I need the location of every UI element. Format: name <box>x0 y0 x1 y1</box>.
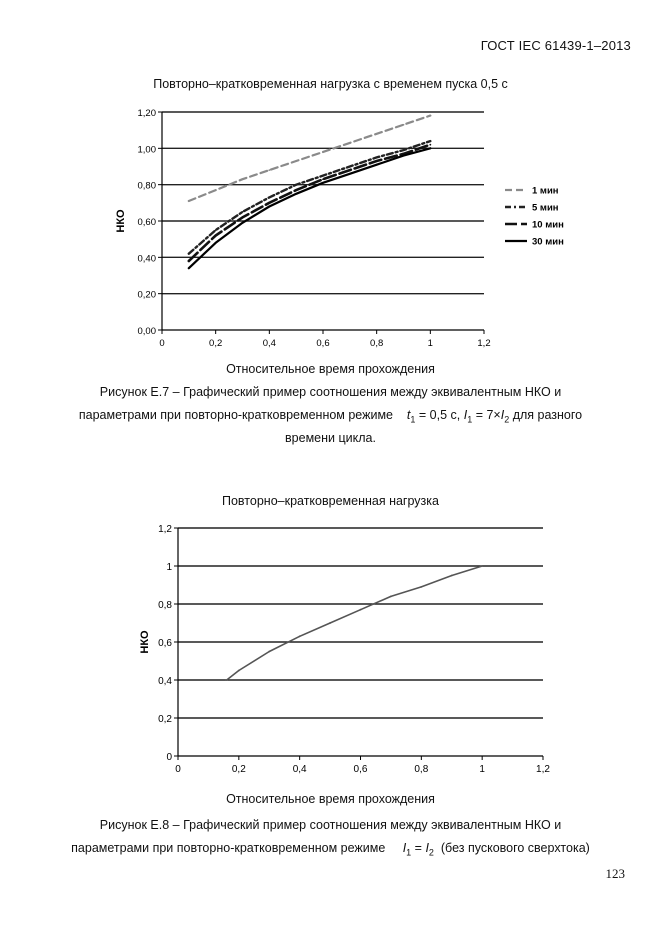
data-point <box>429 147 431 149</box>
data-point <box>481 565 483 567</box>
x-tick-label: 0,4 <box>292 764 307 775</box>
x-tick-label: 1,2 <box>536 764 550 775</box>
x-tick-label: 0,6 <box>316 338 330 349</box>
data-point <box>242 211 244 213</box>
y-tick-label: 0,00 <box>137 326 156 337</box>
data-point <box>268 651 270 653</box>
data-point <box>376 157 378 159</box>
y-tick-label: 0,20 <box>137 289 156 301</box>
document-id: ГОСТ IEC 61439-1–2013 <box>480 38 631 53</box>
caption-text: параметрами при повторно-кратковременном режиме <box>78 408 394 422</box>
data-point <box>429 140 431 142</box>
data-point <box>429 144 431 146</box>
x-tick-label: 0,2 <box>209 338 223 349</box>
data-point <box>403 124 405 126</box>
y-tick-label: 0,60 <box>137 217 156 228</box>
y-tick-label: 0,8 <box>158 600 172 611</box>
data-point <box>322 151 324 153</box>
chart-2-ticks <box>139 524 550 775</box>
data-point <box>226 679 228 681</box>
y-tick-label: 1,2 <box>158 524 172 535</box>
data-point <box>238 670 240 672</box>
series-line-0 <box>227 566 483 680</box>
y-axis-label: НКО <box>139 630 151 654</box>
data-point <box>215 235 217 237</box>
data-point <box>349 142 351 144</box>
data-point <box>322 178 324 180</box>
formula-t: t <box>406 408 411 422</box>
y-tick-label: 0,80 <box>137 180 156 192</box>
x-tick-label: 0,2 <box>231 764 246 775</box>
x-tick-label: 0,6 <box>353 764 368 775</box>
data-point <box>215 242 217 244</box>
data-point <box>376 160 378 162</box>
data-point <box>188 200 190 202</box>
chart-1-series <box>188 115 431 269</box>
data-point <box>349 173 351 175</box>
data-point <box>188 267 190 269</box>
data-point <box>268 196 270 198</box>
data-point <box>403 155 405 157</box>
series-line-3 <box>189 148 430 268</box>
y-tick-label: 1,20 <box>137 108 156 119</box>
data-point <box>242 178 244 180</box>
x-tick-label: 0,8 <box>370 338 384 349</box>
figure-1-caption-line3: времени цикла. <box>285 431 376 445</box>
series-line-2 <box>189 145 430 261</box>
chart-2-xlabel: Относительное время прохождения <box>226 792 435 806</box>
data-point <box>403 153 405 155</box>
series-line-1 <box>189 141 430 254</box>
y-tick-label: 0,6 <box>158 638 172 649</box>
data-point <box>376 164 378 166</box>
data-point <box>299 635 301 637</box>
data-point <box>451 575 453 577</box>
caption-text-post: для разного <box>512 408 583 422</box>
chart-1-xlabel: Относительное время прохождения <box>226 362 435 376</box>
data-point <box>349 166 351 168</box>
data-point <box>329 622 331 624</box>
data-point <box>295 160 297 162</box>
y-axis-label: НКО <box>115 209 127 233</box>
x-tick-label: 0,8 <box>414 764 429 775</box>
chart-2-series <box>226 565 483 681</box>
data-point <box>376 133 378 135</box>
data-point <box>429 115 431 117</box>
data-point <box>295 184 297 186</box>
chart-2-title: Повторно–кратковременная нагрузка <box>222 494 439 508</box>
data-point <box>215 189 217 191</box>
legend-entry: 5 мин <box>532 202 559 214</box>
data-point <box>322 182 324 184</box>
page-number: 123 <box>605 866 625 881</box>
data-point <box>215 229 217 231</box>
y-tick-label: 0,2 <box>158 714 172 725</box>
chart-2-grid <box>174 528 543 760</box>
chart-1-legend <box>505 186 564 248</box>
x-tick-label: 0 <box>175 764 181 775</box>
data-point <box>295 193 297 195</box>
data-point <box>268 202 270 204</box>
y-tick-label: 0 <box>166 752 172 763</box>
data-point <box>295 189 297 191</box>
figure-1-caption-line1: Рисунок Е.7 – Графический пример соотношения между эквивалентным НКО и <box>99 385 562 399</box>
x-tick-label: 1 <box>427 338 433 349</box>
chart-1-title: Повторно–кратковременная нагрузка с временем пуска 0,5 с <box>153 77 508 91</box>
legend-entry: 1 мин <box>532 185 559 197</box>
data-point <box>360 609 362 611</box>
data-point <box>322 175 324 177</box>
figure-1-caption-line2: параметрами при повторно-кратковременном режиме $t_1 = 0,5$ с, $I_1 = 7\times I_2$ для разного <box>78 408 583 425</box>
chart-1-grid <box>158 112 484 334</box>
data-point <box>268 206 270 208</box>
figure-2-caption-line2: параметрами при повторно-кратковременном режиме $I_1 = I_2$ (без пускового сверхтока) <box>71 841 590 858</box>
x-tick-label: 0 <box>159 338 165 349</box>
data-point <box>188 260 190 262</box>
legend-entry: 30 мин <box>532 236 564 248</box>
data-point <box>268 169 270 171</box>
series-line-0 <box>189 116 430 201</box>
data-point <box>242 222 244 224</box>
legend-entry: 10 мин <box>532 219 564 231</box>
figure-2-caption-line1: Рисунок Е.8 – Графический пример соотношения между эквивалентным НКО и <box>99 818 562 832</box>
x-tick-label: 0,4 <box>262 338 276 349</box>
y-tick-label: 0,4 <box>158 676 172 687</box>
x-tick-label: 1 <box>479 764 485 775</box>
data-point <box>403 149 405 151</box>
data-point <box>390 596 392 598</box>
y-tick-label: 1,00 <box>137 144 156 156</box>
x-tick-label: 1,2 <box>477 338 491 349</box>
y-tick-label: 1 <box>166 562 172 573</box>
data-point <box>242 216 244 218</box>
data-point <box>420 586 422 588</box>
chart-1-ticks <box>115 108 491 349</box>
y-tick-label: 0,40 <box>137 253 156 265</box>
data-point <box>188 253 190 255</box>
data-point <box>349 169 351 171</box>
